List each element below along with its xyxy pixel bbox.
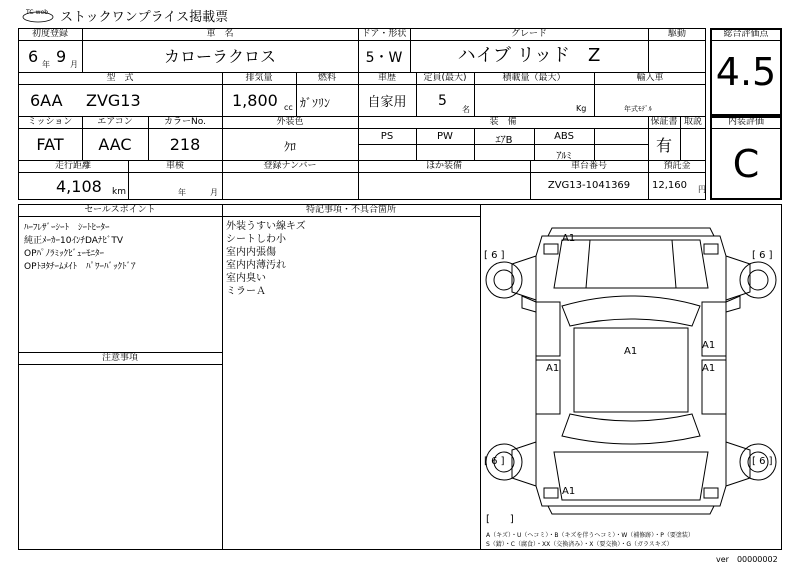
damage-mark-roof: A1 [624,346,638,357]
model-prefix: 6AA [30,91,63,110]
est-price-value: 12,160 [652,180,687,191]
model-value: ZVG13 [86,91,141,110]
label-displacement: 排気量 [245,73,273,83]
list-item: ﾊｰﾌﾚｻﾞｰｼｰﾄ ｼｰﾄﾋｰﾀｰ [24,223,110,233]
ext-color-value: ｸﾛ [283,140,296,154]
list-item: OPﾊﾟﾉﾗﾐｯｸﾋﾞｭｰﾓﾆﾀｰ [24,249,105,259]
label-warranty: 保証書 [650,117,678,127]
label-history: 車歴 [377,73,396,83]
list-item: 外装うすい線キズ [226,221,306,232]
label-remarks: 特記事項・不具合箇所 [305,205,396,215]
list-item: ミラーＡ [226,286,266,297]
tire-label-tl: [ 6 ] [484,250,505,261]
label-door: ドア・形状 [361,29,407,39]
equip-ps: PS [380,131,394,142]
label-mission: ミッション [27,117,73,127]
car-name-value: カローラクロス [163,47,276,66]
list-item: シートしわ小 [226,234,286,245]
mileage-value: 4,108 [56,177,102,196]
list-item: 室内内張傷 [226,247,276,258]
label-equipment: 装 備 [489,117,517,127]
label-import: 輸入車 [636,73,664,83]
label-load: 積載量（最大） [502,73,566,83]
equip-alumi: ｱﾙﾐ [556,151,572,162]
label-capacity: 定員(最大) [423,73,467,83]
damage-mark-rear: A1 [562,486,576,497]
version-label: ver 00000002 [716,555,778,564]
sales-point-list [24,222,220,274]
aircon-value: AAC [98,135,132,154]
damage-mark-right-door: A1 [702,363,716,374]
label-plate: 登録ナンバー [263,161,317,171]
door-value: 5・W [365,50,403,66]
logo: TC-web [22,8,54,20]
damage-mark-right-front: A1 [702,340,716,351]
label-sales-point: セールスポイント [84,205,156,215]
label-mileage: 走行距離 [54,161,91,171]
page-title: ストックワンプライス掲載票 [60,10,229,25]
warranty-value: 有 [655,136,672,155]
history-value: 自家用 [367,95,407,110]
vin-value: ZVG13-1041369 [547,180,631,191]
capacity-value: 5 [438,93,447,109]
equip-airbag: ｴｱB [495,135,513,146]
damage-mark-left-door: A1 [546,363,560,374]
tire-label-tr: [ 6 ] [752,250,773,261]
label-overall-score: 総合評価点 [723,29,769,39]
label-first-reg: 初度登録 [31,29,68,39]
displacement-value: 1,800 [232,91,278,110]
list-item: 室内臭い [226,273,266,284]
label-manual: 取説 [683,117,702,127]
legend-line-2: S（錆）・C（腐食）・XX（交換済み）・X（要交換）・G（ガラスキズ） [486,541,673,548]
list-item: OPﾄﾖﾀﾁｰﾑﾒｲﾄ ﾊﾟﾜｰﾊﾞｯｸﾄﾞｱ [24,262,136,272]
color-no-value: 218 [169,135,201,154]
label-fuel: 燃料 [317,73,336,83]
label-aircon: エアコン [97,117,133,127]
fuel-value: ｶﾞｿﾘﾝ [300,96,331,110]
list-item: 室内内薄汚れ [226,260,286,271]
label-notes: 注意事項 [101,353,138,363]
label-color-no: カラーNo. [164,117,206,127]
label-inspection: 車検 [165,161,184,171]
tire-label-br: [ 6 ] [752,456,773,467]
interior-score-value: C [732,142,760,186]
remarks-list [226,220,476,298]
first-year: 6 [28,47,39,66]
label-vin: 車台番号 [570,161,607,171]
label-drive: 駆動 [667,29,686,39]
legend-line-1: A（キズ）・U（ヘコミ）・B（キズを伴うヘコミ）・W（補修跡）・P（要塗装） [486,532,694,539]
list-item: 純正ﾒｰｶｰ10ｲﾝﾁDAﾅﾋﾞTV [24,236,124,246]
car-damage-diagram [482,216,780,526]
damage-mark-front: A1 [562,233,576,244]
label-interior-score: 内装評価 [727,117,764,127]
first-month: 9 [56,47,67,66]
equip-abs: ABS [554,131,574,142]
mission-value: FAT [36,135,64,154]
grade-value: ハイブ リッド Z [457,45,601,66]
label-ext-color: 外装色 [276,117,304,127]
label-grade: グレード [510,29,547,39]
label-est-price: 預託金 [663,161,691,171]
equip-pw: PW [437,131,453,142]
tire-label-bl: [ 6 ] [484,456,505,467]
label-car-name: 車 名 [206,29,234,39]
bracket-field: [ ] [486,514,514,525]
label-model: 型 式 [106,73,134,83]
label-other-equip: ほか装備 [425,161,462,171]
overall-score-value: 4.5 [715,50,777,94]
